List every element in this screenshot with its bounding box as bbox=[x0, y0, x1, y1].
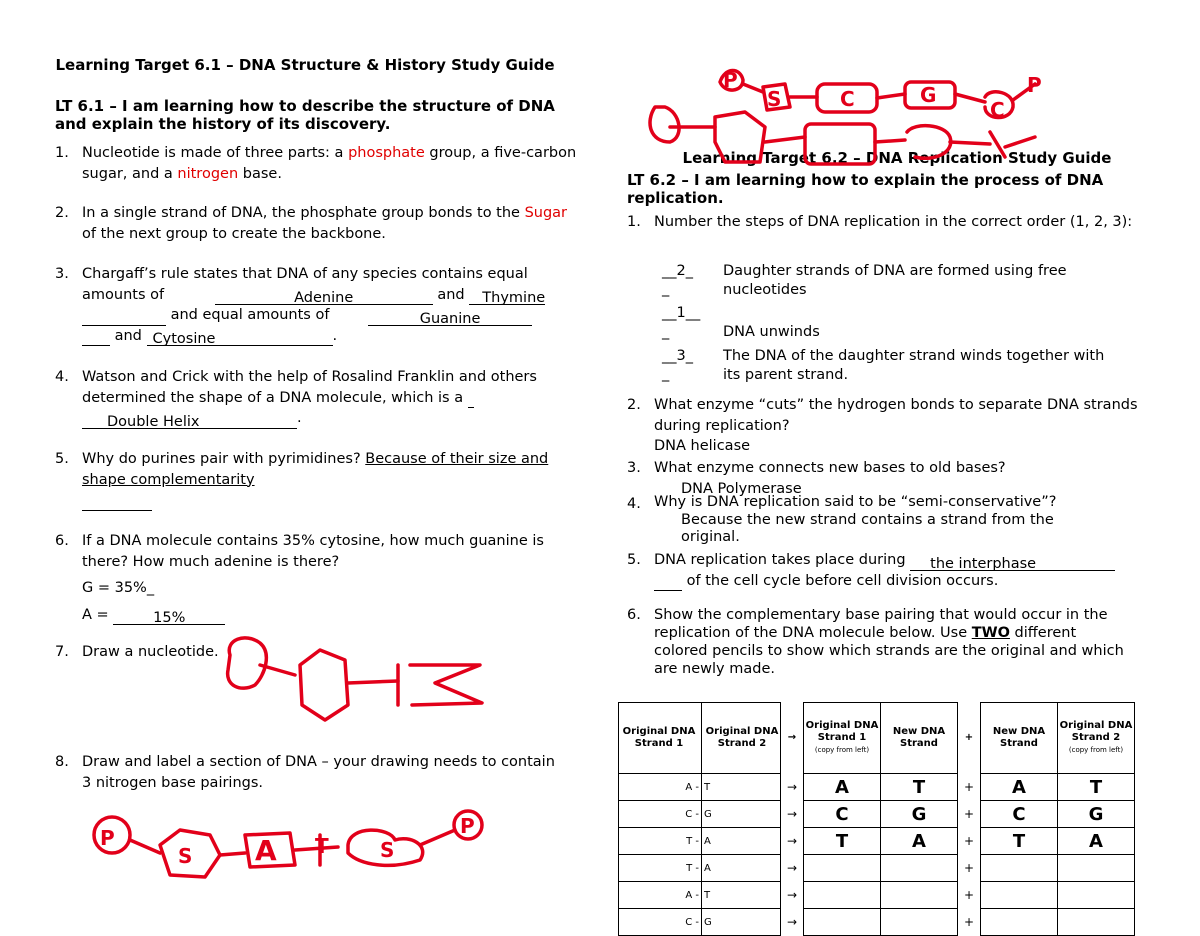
answer-sugar: Sugar bbox=[524, 205, 568, 221]
right-question-6: 6. Show the complementary base pairing that would occur in the replication of the DNA molecule below. Use TWO different colored pencils to show which strands are the original and which are newly made. bbox=[627, 607, 1124, 677]
question-7: 7. Draw a nucleotide. bbox=[55, 644, 219, 660]
header-arrow: → bbox=[781, 703, 804, 774]
table-row: C - G → C G + C G bbox=[619, 801, 1135, 828]
question-8: 8. Draw and label a section of DNA – your drawing needs to contain 3 nitrogen base pairings. bbox=[55, 754, 555, 791]
replication-scribble-drawing bbox=[645, 62, 1065, 172]
question-3: 3. Chargaff’s rule states that DNA of any species contains equal amounts of Adenine and Thymine and equal amounts of Guanine and Cytosine . bbox=[55, 266, 546, 347]
question-2: 2. In a single strand of DNA, the phosphate group bonds to the Sugar of the next group to create the backbone. bbox=[55, 205, 568, 242]
right-question-2: 2. What enzyme “cuts” the hydrogen bonds to separate DNA strands during replication? DNA helicase bbox=[627, 395, 1147, 457]
answer-adenine-percent: 15% bbox=[113, 608, 225, 625]
header-original-strand-1: Original DNA Strand 1 bbox=[619, 703, 702, 774]
header-original-strand-2-copy: Original DNA Strand 2 (copy from left) bbox=[1058, 703, 1135, 774]
label-phosphate-2: P bbox=[460, 814, 475, 838]
header-original-strand-2: Original DNA Strand 2 bbox=[702, 703, 781, 774]
dna-section-drawing bbox=[90, 805, 510, 895]
learning-target-6-1: LT 6.1 – I am learning how to describe the structure of DNA and explain the history of its discovery. bbox=[55, 97, 555, 133]
question-4: 4. Watson and Crick with the help of Rosalind Franklin and others determined the shape of a DNA molecule, which is a Double Helix . bbox=[55, 369, 537, 430]
label-phosphate-top-2: P bbox=[1027, 73, 1042, 97]
header-new-strand-2: New DNA Strand bbox=[981, 703, 1058, 774]
answer-guanine-percent: G = 35%_ bbox=[82, 580, 155, 596]
question-5: 5. Why do purines pair with pyrimidines? Because of their size and shape complementarity bbox=[55, 449, 585, 511]
answer-nitrogen: nitrogen bbox=[177, 165, 239, 182]
label-sugar-1: S bbox=[178, 844, 193, 868]
answer-semi-conservative: Because the new strand contains a strand from the original. bbox=[681, 511, 1054, 545]
table-row: T - A → T A + T A bbox=[619, 828, 1135, 855]
label-sugar-top: S bbox=[767, 87, 782, 111]
label-phosphate-1: P bbox=[100, 826, 115, 850]
step-number: __3_ bbox=[662, 348, 693, 364]
right-question-4: 4. Why is DNA replication said to be “semi-conservative”? Because the new strand contains a strand from the original. bbox=[627, 494, 1147, 547]
right-question-3: 3. What enzyme connects new bases to old bases? DNA Polymerase bbox=[627, 458, 1147, 499]
table-header-row bbox=[619, 703, 1135, 774]
step-number: __2_ bbox=[662, 263, 693, 279]
label-sugar-2: S bbox=[380, 838, 395, 862]
answer-polymerase: DNA Polymerase bbox=[681, 480, 802, 497]
label-phosphate-top-1: P bbox=[723, 68, 738, 92]
answer-guanine: Guanine bbox=[368, 309, 532, 326]
answer-cytosine: Cytosine bbox=[147, 329, 333, 346]
label-cytosine-top: C bbox=[840, 87, 855, 111]
header-plus: + bbox=[958, 703, 981, 774]
header-new-strand-1: New DNA Strand bbox=[881, 703, 958, 774]
label-guanine-top: G bbox=[920, 83, 937, 107]
label-adenine: A bbox=[255, 834, 277, 867]
answer-complementarity: Because of their size and shape complementarity bbox=[82, 451, 549, 488]
answer-double-helix: Double Helix bbox=[82, 412, 297, 429]
replication-table bbox=[618, 702, 1135, 936]
answer-phosphate: phosphate bbox=[348, 145, 425, 161]
table-row: C - G → + bbox=[619, 909, 1135, 936]
answer-interphase: the interphase bbox=[910, 554, 1115, 571]
right-question-5: 5. DNA replication takes place during the interphase of the cell cycle before cell division occurs. bbox=[627, 550, 1147, 591]
nucleotide-drawing bbox=[220, 635, 490, 730]
page-title-6-2: Learning Target 6.2 – DNA Replication Study Guide bbox=[682, 149, 1112, 167]
table-row: A - T → + bbox=[619, 882, 1135, 909]
table-row: T - A → + bbox=[619, 855, 1135, 882]
answer-thymine: Thymine bbox=[469, 288, 545, 305]
table-row: A - T → A T + A T bbox=[619, 774, 1135, 801]
question-6: 6. If a DNA molecule contains 35% cytosine, how much guanine is there? How much adenine is there? G = 35%_ A = 15% bbox=[55, 531, 585, 625]
question-1: 1. Nucleotide is made of three parts: a phosphate group, a five-carbon sugar, and a nitrogen base. bbox=[55, 145, 577, 182]
answer-adenine: Adenine bbox=[215, 288, 433, 305]
page-title-6-1: Learning Target 6.1 – DNA Structure & History Study Guide bbox=[55, 56, 555, 74]
answer-helicase: DNA helicase bbox=[654, 438, 751, 454]
header-original-strand-1-copy: Original DNA Strand 1 (copy from left) bbox=[804, 703, 881, 774]
step-number: __1__ bbox=[662, 305, 701, 321]
label-cytosine-top-2: C bbox=[990, 98, 1005, 122]
right-question-1: 1. Number the steps of DNA replication in the correct order (1, 2, 3): bbox=[627, 214, 1133, 230]
learning-target-6-2: LT 6.2 – I am learning how to explain the process of DNA replication. bbox=[627, 171, 1104, 207]
label-thymine: T bbox=[315, 834, 329, 858]
